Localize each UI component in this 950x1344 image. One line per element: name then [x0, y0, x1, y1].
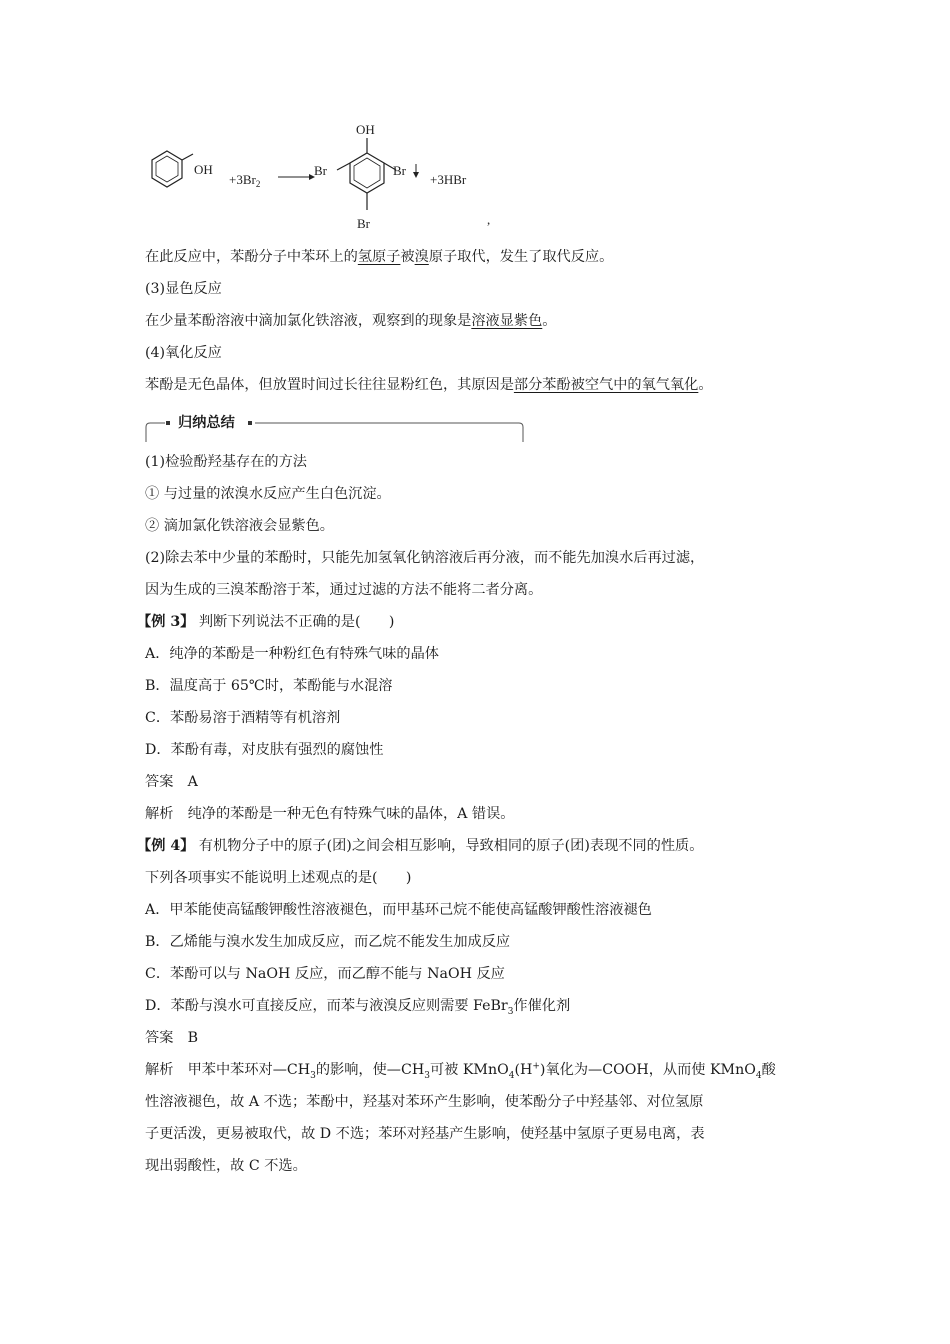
analysis-cont: 现出弱酸性，故 C 不选。 — [145, 1158, 307, 1174]
phenol-structure — [152, 151, 193, 187]
option-c: C．苯酚可以与 NaOH 反应，而乙醇不能与 NaOH 反应 — [145, 966, 505, 982]
answer: 答案 B — [145, 1030, 198, 1046]
text-line: 在少量苯酚溶液中滴加氯化铁溶液，观察到的现象是溶液显紫色。 — [145, 313, 557, 329]
example-4-question-cont: 下列各项事实不能说明上述观点的是( ) — [145, 870, 412, 886]
reagent-label: $+3Br_2$ — [229, 172, 261, 189]
option-b: B．温度高于 65℃时，苯酚能与水混溶 — [145, 678, 393, 694]
text-line: 苯酚是无色晶体，但放置时间过长往往显粉红色，其原因是部分苯酚被空气中的氧气氧化。 — [145, 377, 713, 393]
example-label: 【例 3】 — [137, 614, 195, 630]
subheading: (3)显色反应 — [145, 281, 222, 297]
br-left-label: Br — [314, 163, 327, 178]
summary-item: (2)除去苯中少量的苯酚时，只能先加氢氧化钠溶液后再分液，而不能先加溴水后再过滤， — [145, 550, 705, 566]
reaction-scheme — [145, 118, 665, 238]
text-line: 在此反应中，苯酚分子中苯环上的氢原子被溴原子取代，发生了取代反应。 — [145, 249, 614, 265]
precipitate-arrow-icon — [413, 164, 419, 178]
byproduct-label: +3HBr — [430, 172, 467, 187]
answer-blank: 部分苯酚被空气中的氧气氧化 — [513, 377, 699, 393]
option-d: D．苯酚与溴水可直接反应，而苯与液溴反应则需要 FeBr$_3$作催化剂 — [145, 998, 571, 1017]
equation-comma: , — [487, 212, 491, 227]
summary-title: 归纳总结 — [174, 413, 239, 433]
br-right-label: Br — [393, 163, 406, 178]
product-oh-label: OH — [356, 122, 375, 137]
answer-blank: 溴 — [414, 249, 429, 265]
summary-item: 因为生成的三溴苯酚溶于苯，通过过滤的方法不能将二者分离。 — [145, 582, 543, 598]
br-bottom-label: Br — [357, 216, 370, 231]
option-a: A．甲苯能使高锰酸钾酸性溶液褪色，而甲基环己烷不能使高锰酸钾酸性溶液褪色 — [145, 902, 652, 918]
answer-blank: 氢原子 — [357, 249, 401, 265]
summary-item: ② 滴加氯化铁溶液会显紫色。 — [145, 518, 334, 534]
summary-item: (1)检验酚羟基存在的方法 — [145, 454, 307, 470]
phenol-oh-label: OH — [194, 162, 213, 177]
reaction-arrow — [278, 174, 315, 180]
answer: 答案 A — [145, 774, 198, 790]
bromination-equation — [145, 118, 665, 238]
option-d: D．苯酚有毒，对皮肤有强烈的腐蚀性 — [145, 742, 384, 758]
example-3-question: 【例 3】 判断下列说法不正确的是( ) — [137, 614, 395, 630]
option-b: B．乙烯能与溴水发生加成反应，而乙烷不能发生加成反应 — [145, 934, 511, 950]
example-4-question: 【例 4】 有机物分子中的原子(团)之间会相互影响，导致相同的原子(团)表现不同的性质。 — [137, 838, 704, 854]
summary-item: ① 与过量的浓溴水反应产生白色沉淀。 — [145, 486, 391, 502]
example-label: 【例 4】 — [137, 838, 195, 854]
answer-blank: 溶液显紫色 — [471, 313, 543, 329]
analysis-cont: 性溶液褪色，故 A 不选；苯酚中，羟基对苯环产生影响，使苯酚分子中羟基邻、对位氢原 — [145, 1094, 704, 1110]
option-a: A．纯净的苯酚是一种粉红色有特殊气味的晶体 — [145, 646, 439, 662]
option-c: C．苯酚易溶于酒精等有机溶剂 — [145, 710, 341, 726]
analysis: 解析 甲苯中苯环对$—CH_3$的影响，使$—CH_3$可被 KMnO$_4$(H+)氧化为—COOH，从而使 KMnO$_4$酸 — [145, 1061, 776, 1081]
subheading: (4)氧化反应 — [145, 345, 222, 361]
tribromophenol-structure — [337, 138, 396, 210]
analysis: 解析 纯净的苯酚是一种无色有特殊气味的晶体，A 错误。 — [145, 806, 515, 822]
analysis-cont: 子更活泼，更易被取代，故 D 不选；苯环对羟基产生影响，使羟基中氢原子更易电离，表 — [145, 1126, 705, 1142]
